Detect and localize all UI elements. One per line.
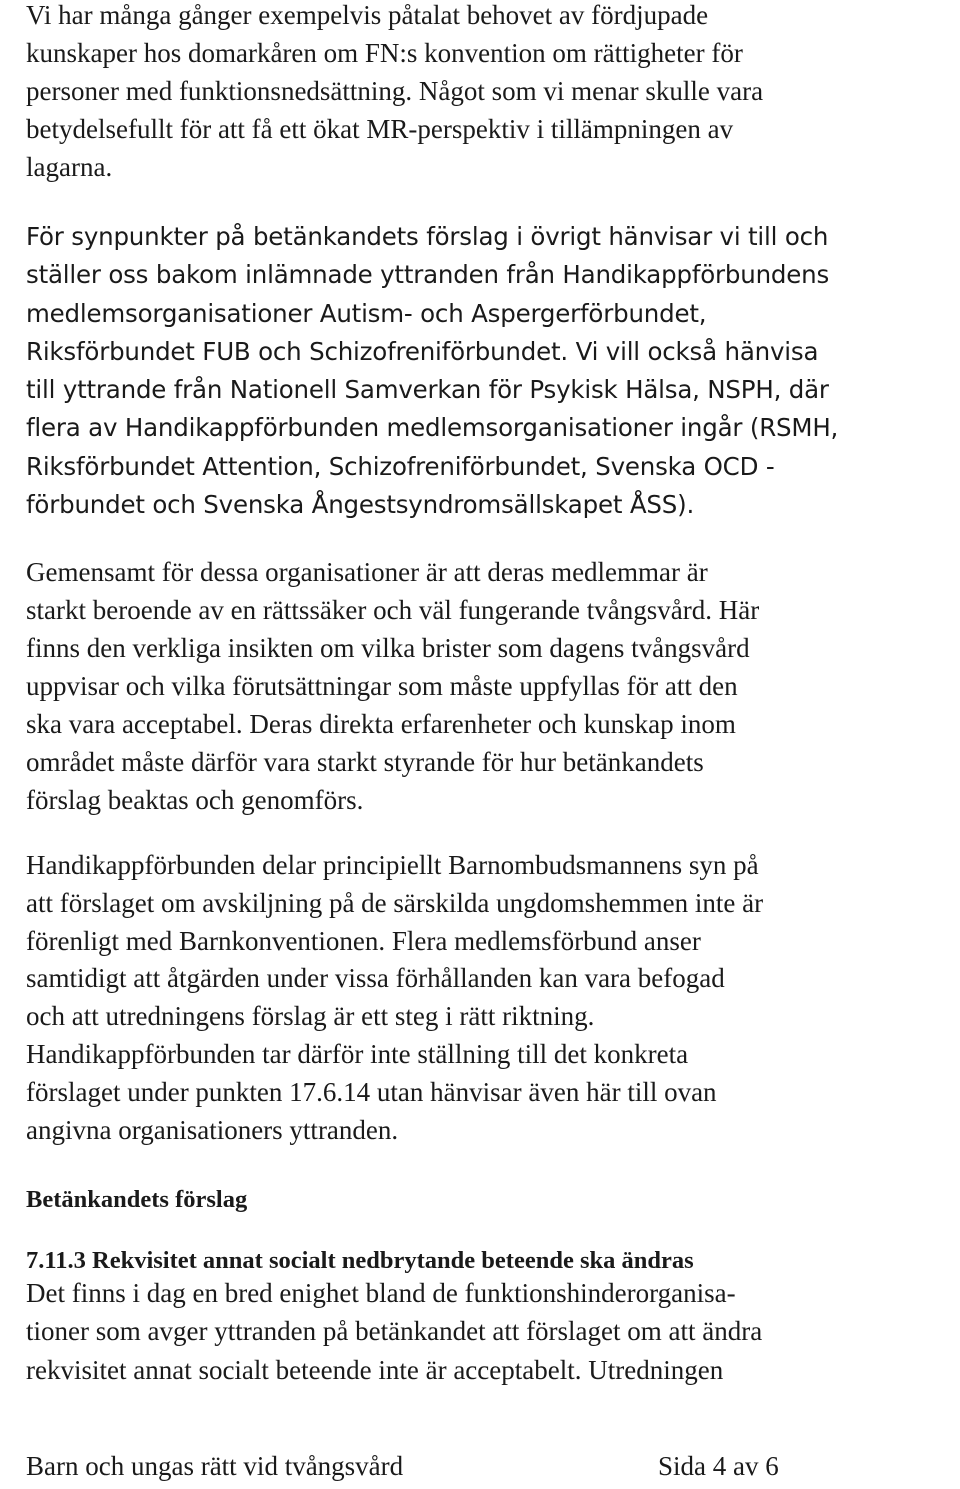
paragraph-2 xyxy=(26,218,838,524)
text-line: samtidigt att åtgärden under vissa förhållanden kan vara befogad xyxy=(26,963,725,994)
text-line: förslag beaktas och genomförs. xyxy=(26,785,364,815)
text-line: rekvisitet annat socialt beteende inte är acceptabelt. Utredningen xyxy=(26,1354,724,1385)
text-line: uppvisar och vilka förutsättningar som måste uppfyllas för att den xyxy=(26,671,738,701)
text-line: förenligt med Barnkonventionen. Flera medlemsförbund anser xyxy=(26,925,701,956)
text-line: lagarna. xyxy=(26,152,113,182)
text-line: och att utredningens förslag är ett steg i rätt riktning. xyxy=(26,1001,595,1032)
text-line: angivna organisationers yttranden. xyxy=(26,1114,399,1145)
text-line: tioner som avger yttranden på betänkandet att förslaget om att ändra xyxy=(26,1316,763,1347)
text-line: förbundet och Svenska Ångestsyndromsällskapet ÅSS). xyxy=(26,490,695,520)
text-line: ställer oss bakom inlämnade yttranden från Handikappförbundens xyxy=(26,260,830,290)
text-line: att förslaget om avskiljning på de särskilda ungdomshemmen inte är xyxy=(26,887,764,918)
text-line: starkt beroende av en rättssäker och väl fungerande tvångsvård. Här xyxy=(26,595,760,625)
text-line: området måste därför vara starkt styrande för hur betänkandets xyxy=(26,747,704,777)
text-line: flera av Handikappförbunden medlemsorganisationer ingår (RSMH, xyxy=(26,413,839,443)
text-line: till yttrande från Nationell Samverkan för Psykisk Hälsa, NSPH, där xyxy=(26,375,829,405)
text-line: förslaget under punkten 17.6.14 utan hänvisar även här till ovan xyxy=(26,1076,717,1107)
text-line: Vi har många gånger exempelvis påtalat behovet av fördjupade xyxy=(26,0,709,30)
text-line: betydelsefullt för att få ett ökat MR-perspektiv i tillämpningen av xyxy=(26,114,734,144)
text-line: personer med funktionsnedsättning. Något som vi menar skulle vara xyxy=(26,76,764,106)
text-line: Det finns i dag en bred enighet bland de funktionshinderorganisa- xyxy=(26,1278,736,1308)
section-heading: Betänkandets förslag xyxy=(26,1186,248,1213)
paragraph-5 xyxy=(26,1274,762,1389)
text-line: Gemensamt för dessa organisationer är att deras medlemmar är xyxy=(26,557,708,587)
text-line: Riksförbundet FUB och Schizofreniförbundet. Vi vill också hänvisa xyxy=(26,336,819,366)
page-number: Sida 4 av 6 xyxy=(658,1451,779,1481)
subsection-heading: 7.11.3 Rekvisitet annat socialt nedbrytande beteende ska ändras xyxy=(26,1247,694,1274)
paragraph-3 xyxy=(26,553,759,819)
text-line: Handikappförbunden delar principiellt Barnombudsmannens syn på xyxy=(26,850,759,880)
text-line: För synpunkter på betänkandets förslag i övrigt hänvisar vi till och xyxy=(26,222,829,251)
paragraph-1 xyxy=(26,0,763,186)
footer-title: Barn och ungas rätt vid tvångsvård xyxy=(26,1451,404,1481)
paragraph-4 xyxy=(26,847,763,1149)
text-line: finns den verkliga insikten om vilka brister som dagens tvångsvård xyxy=(26,633,750,663)
text-line: Riksförbundet Attention, Schizofreniförbundet, Svenska OCD - xyxy=(26,451,775,481)
text-line: kunskaper hos domarkåren om FN:s konvention om rättigheter för xyxy=(26,38,743,68)
text-line: medlemsorganisationer Autism- och Aspergerförbundet, xyxy=(26,298,707,328)
text-line: ska vara acceptabel. Deras direkta erfarenheter och kunskap inom xyxy=(26,709,736,739)
text-line: Handikappförbunden tar därför inte ställning till det konkreta xyxy=(26,1038,689,1069)
